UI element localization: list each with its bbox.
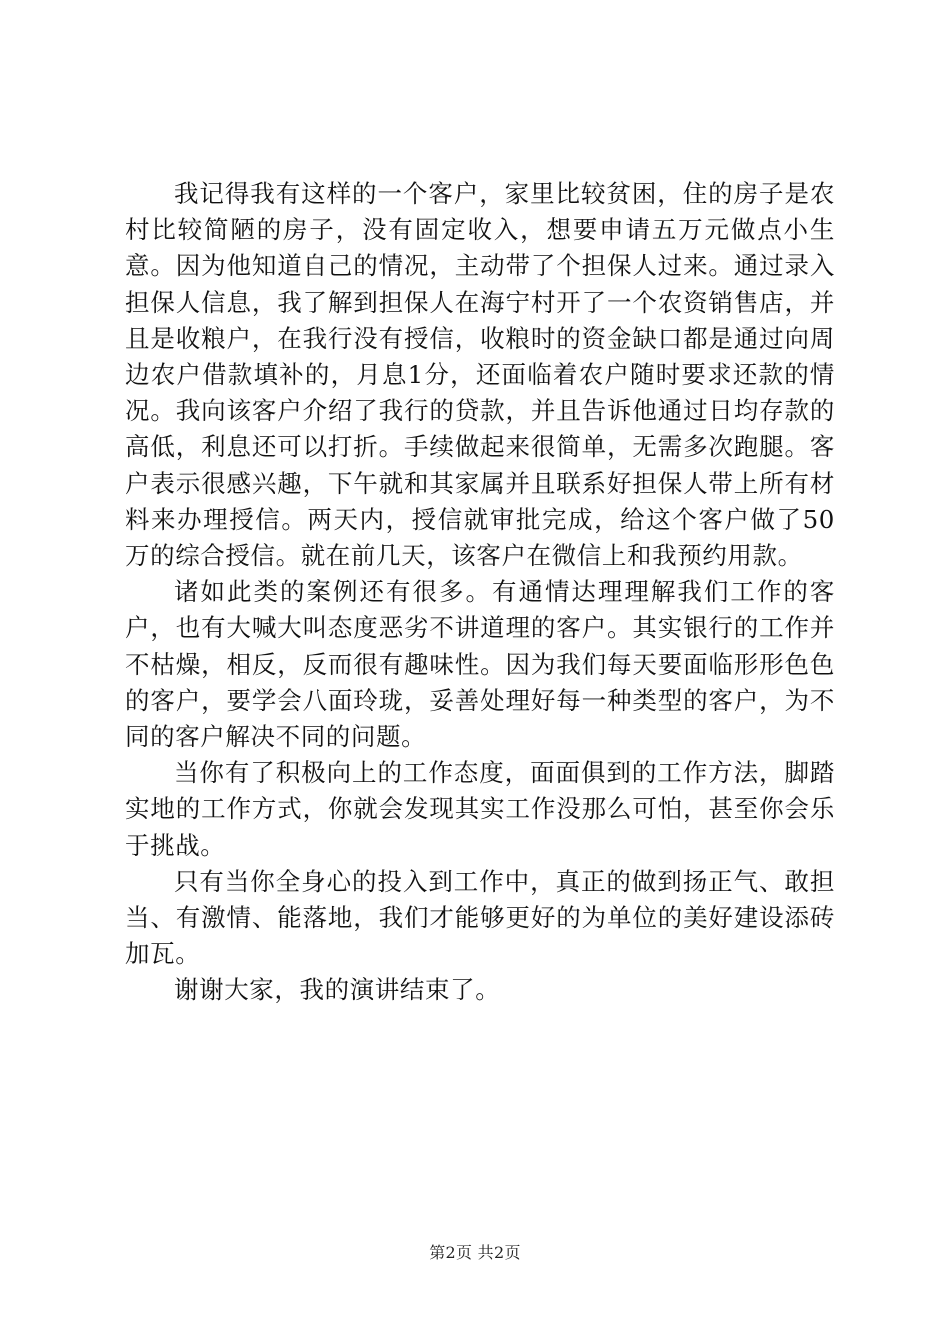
paragraph-commitment: 只有当你全身心的投入到工作中，真正的做到扬正气、敢担当、有激情、能落地，我们才能够更好的为单位的美好建设添砖加瓦。 [125,866,835,969]
paragraph-other-cases: 诸如此类的案例还有很多。有通情达理理解我们工作的客户，也有大喊大叫态度恶劣不讲道理的客户。其实银行的工作并不枯燥，相反，反而很有趣味性。因为我们每天要面临形形色色的客户，要学会八面玲珑，妥善处理好每一种类型的客户，为不同的客户解决不同的问题。 [125,577,835,752]
paragraph-work-attitude: 当你有了积极向上的工作态度，面面俱到的工作方法，脚踏实地的工作方式，你就会发现其实工作没那么可怕，甚至你会乐于挑战。 [125,758,835,860]
document-body [125,176,835,1009]
paragraph-closing: 谢谢大家，我的演讲结束了。 [174,975,501,1005]
page-number-footer: 第2页 共2页 [429,1243,521,1262]
paragraph-customer-story: 我记得我有这样的一个客户，家里比较贫困，住的房子是农村比较简陋的房子，没有固定收入，想要申请五万元做点小生意。因为他知道自己的情况，主动带了个担保人过来。通过录入担保人信息，我了解到担保人在海宁村开了一个农资销售店，并且是收粮户，在我行没有授信，收粮时的资金缺口都是通过向周边农户借款填补的，月息1分，还面临着农户随时要求还款的情况。我向该客户介绍了我行的贷款，并且告诉他通过日均存款的高低，利息还可以打折。手续做起来很简单，无需多次跑腿。客户表示很感兴趣，下午就和其家属并且联系好担保人带上所有材料来办理授信。两天内，授信就审批完成，给这个客户做了50万的综合授信。就在前几天，该客户在微信上和我预约用款。 [125,179,835,571]
